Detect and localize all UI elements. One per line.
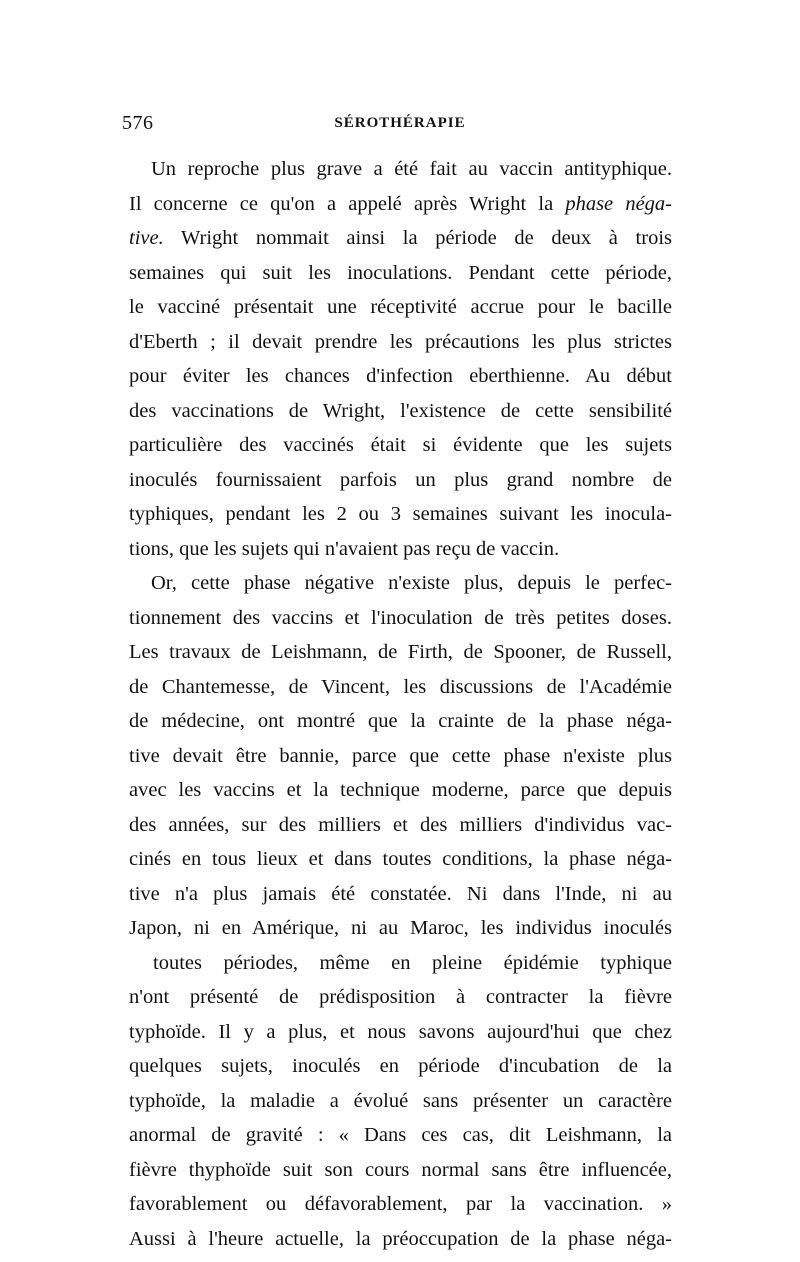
text-line: anormal de gravité : « Dans ces cas, dit Leishmann, la [129, 1124, 672, 1146]
text-line: le vacciné présentait une réceptivité accrue pour le bacille [129, 296, 672, 318]
page-number: 576 [122, 112, 154, 134]
text-line: tive devait être bannie, parce que cette phase n'existe plus [129, 744, 672, 767]
text-line: des années, sur des milliers et des milliers d'individus vac- [129, 813, 672, 836]
text-line: quelques sujets, inoculés en période d'incubation de la [129, 1055, 672, 1077]
text-line: fièvre thyphoïde suit son cours normal sans être influencée, [129, 1158, 672, 1181]
text-line: de médecine, ont montré que la crainte de la phase néga- [129, 710, 672, 732]
italic-term: phase néga- [565, 192, 672, 215]
text-line: Or, cette phase négative n'existe plus, depuis le perfec- [151, 572, 672, 594]
text-line: avec les vaccins et la technique moderne, parce que depuis [129, 779, 672, 801]
text-line: d'Eberth ; il devait prendre les précautions les plus strictes [129, 330, 672, 353]
text-line: typhiques, pendant les 2 ou 3 semaines suivant les inocula- [129, 503, 672, 525]
text-line: favorablement ou défavorablement, par la vaccination. » [129, 1193, 672, 1215]
text-line-part: Il concerne ce qu'on a appelé après Wright la [129, 192, 566, 215]
text-line [129, 187, 672, 222]
running-head [122, 112, 678, 138]
text-line: inoculés fournissaient parfois un plus grand nombre de [129, 468, 672, 491]
text-line: Les travaux de Leishmann, de Firth, de Spooner, de Russell, [129, 641, 672, 663]
text-line: semaines qui suit les inoculations. Pendant cette période, [129, 261, 672, 284]
text-line: Un reproche plus grave a été fait au vaccin antityphique. [151, 158, 672, 180]
text-line: des vaccinations de Wright, l'existence de cette sensibilité [129, 399, 672, 422]
italic-term-continuation: tive. [129, 227, 164, 249]
text-line-part: Wright nommait ainsi la période de deux à trois [163, 227, 672, 249]
text-line: n'ont présenté de prédisposition à contracter la fièvre [129, 986, 672, 1008]
text-line: tions, que les sujets qui n'avaient pas reçu de vaccin. [129, 537, 560, 560]
text-line: Aussi à l'heure actuelle, la préoccupation de la phase néga- [129, 1227, 672, 1250]
text-line: toutes périodes, même en pleine épidémie typhique [153, 951, 672, 974]
text-line: particulière des vaccinés était si évidente que les sujets [129, 434, 672, 456]
text-line: Japon, ni en Amérique, ni au Maroc, les individus inoculés [129, 917, 672, 939]
text-line: typhoïde. Il y a plus, et nous savons aujourd'hui que chez [129, 1020, 672, 1043]
text-line: tionnement des vaccins et l'inoculation de très petites doses. [129, 606, 672, 629]
running-title: SÉROTHÉRAPIE [334, 115, 466, 131]
text-line: pour éviter les chances d'infection eberthienne. Au début [129, 365, 672, 387]
text-line: de Chantemesse, de Vincent, les discussions de l'Académie [129, 675, 672, 698]
text-line: cinés en tous lieux et dans toutes conditions, la phase néga- [129, 848, 672, 870]
body-text [129, 152, 672, 1256]
text-line: typhoïde, la maladie a évolué sans présenter un caractère [129, 1089, 672, 1112]
text-line [129, 221, 672, 256]
text-line: tive n'a plus jamais été constatée. Ni dans l'Inde, ni au [129, 882, 672, 905]
